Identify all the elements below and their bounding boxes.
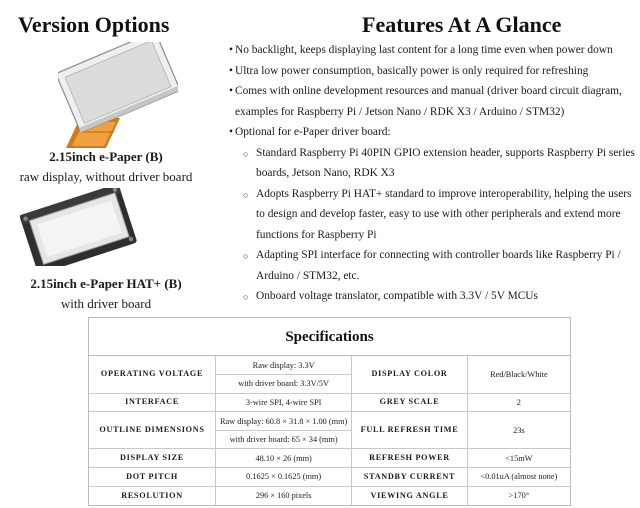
feature-item: • No backlight, keeps displaying last content for a long time even when power down [229,44,613,56]
specifications-title: Specifications [89,318,570,356]
spec-value-display-size: 48.10 × 26 (mm) [216,449,352,468]
features-list [229,40,637,307]
spec-value-voltage-raw: Raw display: 3.3V [216,356,352,375]
spec-label-display-size: DISPLAY SIZE [89,449,216,468]
product-2-name: 2.15inch e-Paper HAT+ (B) [30,276,182,291]
spec-value-resolution: 296 × 160 pixels [216,486,352,505]
spec-label-outline-dimensions: OUTLINE DIMENSIONS [89,412,216,449]
spec-value-viewing-angle: >170° [467,486,570,505]
spec-value-standby-current: <0.01uA (almost none) [467,468,570,487]
feature-item: • Optional for e-Paper driver board: [229,126,391,138]
feature-subitem: ○ Adapting SPI interface for connecting with controller boards like Raspberry Pi / Arduino / STM32, etc. [243,249,621,282]
spec-value-grey-scale: 2 [467,393,570,412]
spec-label-standby-current: STANDBY CURRENT [352,468,468,487]
spec-value-full-refresh: 23s [467,412,570,449]
product-1-name: 2.15inch e-Paper (B) [49,149,163,164]
spec-label-display-color: DISPLAY COLOR [352,356,468,393]
features-title: Features At A Glance [362,12,562,37]
spec-value-interface: 3-wire SPI, 4-wire SPI [216,393,352,412]
product-2-desc: with driver board [60,296,152,311]
spec-value-voltage-board: with driver board: 3.3V/5V [216,375,352,394]
spec-label-operating-voltage: OPERATING VOLTAGE [89,356,216,393]
feature-subitem: ○ Adopts Raspberry Pi HAT+ standard to improve interoperability, helping the users to design and develop faster, easy to use with other peripherals and extend more functions for Raspberry Pi [243,187,632,241]
spec-label-interface: INTERFACE [89,393,216,412]
spec-value-outline-board: with driver board: 65 × 34 (mm) [216,430,352,449]
spec-label-dot-pitch: DOT PITCH [89,468,216,487]
spec-label-full-refresh: FULL REFRESH TIME [352,412,468,449]
product-1-desc: raw display, without driver board [19,169,193,184]
feature-subitem: ○ Standard Raspberry Pi 40PIN GPIO extension header, supports Raspberry Pi series boards, Jetson Nano, RDK X3 [243,146,635,179]
spec-label-grey-scale: GREY SCALE [352,393,468,412]
epaper-raw-display-image [58,42,178,150]
spec-label-resolution: RESOLUTION [89,486,216,505]
spec-value-display-color: Red/Black/White [467,356,570,393]
spec-value-refresh-power: <15mW [467,449,570,468]
epaper-hat-image [20,188,140,266]
feature-subitem: ○ Onboard voltage translator, compatible with 3.3V / 5V MCUs [243,290,538,302]
feature-item: • Ultra low power consumption, basically power is only required for refreshing [229,64,589,77]
version-options-title: Version Options [18,12,170,37]
spec-value-dot-pitch: 0.1625 × 0.1625 (mm) [216,468,352,487]
spec-label-viewing-angle: VIEWING ANGLE [352,486,468,505]
specifications-table [88,317,571,506]
feature-item: • Comes with online development resources and manual (driver board circuit diagram, examples for Raspberry Pi / Jetson Nano / RDK X3 / Arduino / STM32) [229,85,622,118]
spec-label-refresh-power: REFRESH POWER [352,449,468,468]
spec-value-outline-raw: Raw display: 60.8 × 31.8 × 1.00 (mm) [216,412,352,431]
